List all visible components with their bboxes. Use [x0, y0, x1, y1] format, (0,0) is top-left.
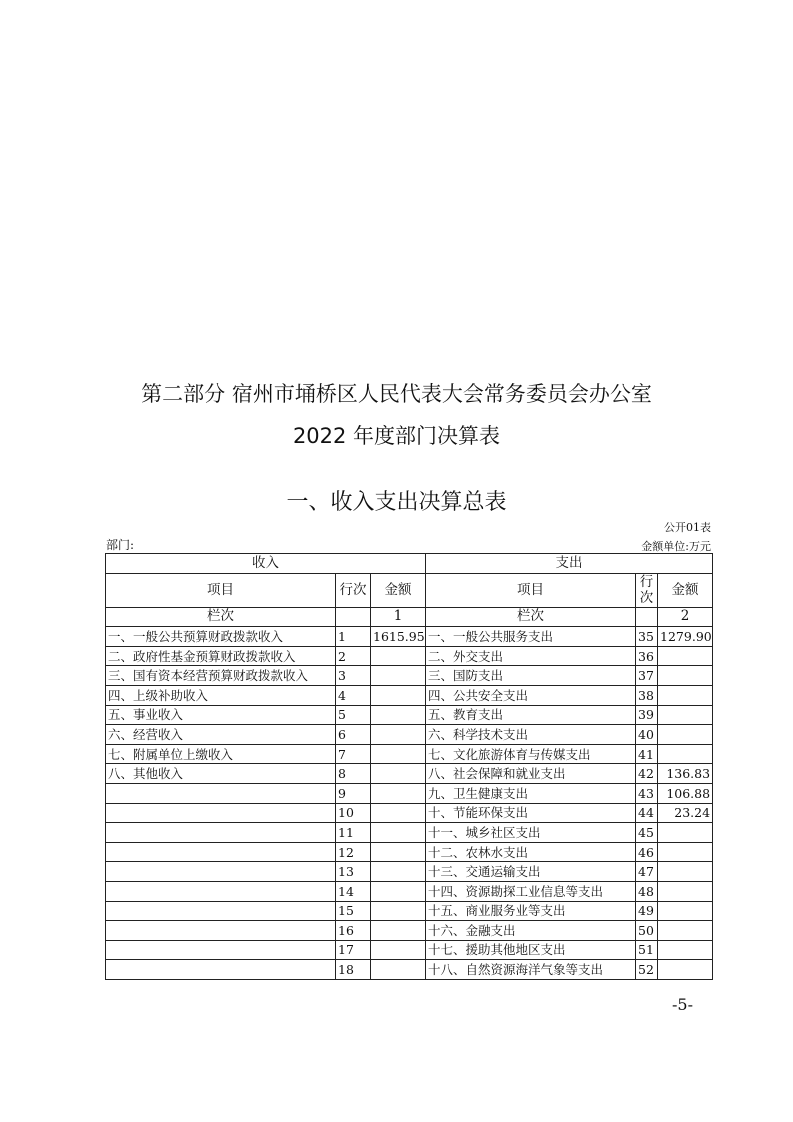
expense-row-no-cell: 39: [636, 705, 658, 725]
expense-lanci-empty: [636, 607, 658, 627]
expense-item-cell: 五、教育支出: [426, 705, 636, 725]
income-row-no-cell: 2: [336, 646, 371, 666]
income-row-no-cell: 14: [336, 881, 371, 901]
income-amount-cell: [371, 862, 426, 882]
expense-row-no-cell: 42: [636, 764, 658, 784]
document-title-line1: 第二部分 宿州市埇桥区人民代表大会常务委员会办公室: [141, 382, 652, 406]
expense-amount-cell: [658, 666, 713, 686]
expense-amount-cell: [658, 921, 713, 941]
income-item-cell: 一、一般公共预算财政拨款收入: [106, 627, 336, 647]
income-item-cell: 六、经营收入: [106, 725, 336, 745]
expense-lanci-label: 栏次: [426, 607, 636, 627]
table-row: [106, 901, 713, 921]
table-row: [106, 705, 713, 725]
expense-amount-cell: [658, 744, 713, 764]
table-row: [106, 881, 713, 901]
expense-amount-cell: [658, 881, 713, 901]
expense-row-no-cell: 41: [636, 744, 658, 764]
table-title: 一、收入支出决算总表: [286, 490, 507, 515]
income-row-no-header: 行次: [336, 573, 371, 607]
table-row: [106, 764, 713, 784]
expense-amount-cell: 1279.90: [658, 627, 713, 647]
income-amount-cell: [371, 960, 426, 980]
income-expense-table: [105, 553, 713, 980]
expense-amount-header: 金额: [658, 573, 713, 607]
income-row-no-cell: 4: [336, 685, 371, 705]
expense-amount-cell: [658, 842, 713, 862]
income-amount-cell: [371, 940, 426, 960]
expense-row-no-cell: 36: [636, 646, 658, 666]
expense-row-no-cell: 37: [636, 666, 658, 686]
expense-header: 支出: [426, 554, 713, 574]
expense-row-no-cell: 40: [636, 725, 658, 745]
income-row-no-cell: 11: [336, 823, 371, 843]
expense-item-cell: 三、国防支出: [426, 666, 636, 686]
income-item-cell: 五、事业收入: [106, 705, 336, 725]
expense-item-cell: 十一、城乡社区支出: [426, 823, 636, 843]
unit-label: 金额单位:万元: [641, 540, 711, 553]
income-amount-cell: [371, 921, 426, 941]
income-row-no-cell: 8: [336, 764, 371, 784]
document-title-line2: 2022 年度部门决算表: [292, 424, 501, 448]
expense-lanci-number: 2: [658, 607, 713, 627]
row-no-top: 行: [639, 573, 654, 590]
expense-amount-cell: 106.88: [658, 783, 713, 803]
income-item-cell: 八、其他收入: [106, 764, 336, 784]
table-row: [106, 842, 713, 862]
expense-row-no-cell: 44: [636, 803, 658, 823]
table-row: [106, 627, 713, 647]
expense-amount-cell: [658, 901, 713, 921]
income-row-no-cell: 13: [336, 862, 371, 882]
income-row-no-cell: 10: [336, 803, 371, 823]
income-amount-cell: [371, 666, 426, 686]
income-item-cell: [106, 940, 336, 960]
expense-amount-cell: [658, 862, 713, 882]
expense-row-no-cell: 50: [636, 921, 658, 941]
income-row-no-cell: 1: [336, 627, 371, 647]
expense-item-cell: 四、公共安全支出: [426, 685, 636, 705]
expense-row-no-cell: 52: [636, 960, 658, 980]
income-amount-cell: [371, 823, 426, 843]
income-item-cell: [106, 823, 336, 843]
expense-row-no-cell: 51: [636, 940, 658, 960]
income-amount-cell: [371, 646, 426, 666]
expense-item-cell: 十七、援助其他地区支出: [426, 940, 636, 960]
income-amount-cell: [371, 901, 426, 921]
income-row-no-cell: 6: [336, 725, 371, 745]
column-header-row: [106, 573, 713, 607]
table-row: [106, 725, 713, 745]
income-item-cell: [106, 803, 336, 823]
table-row: [106, 921, 713, 941]
table-row: [106, 685, 713, 705]
income-item-cell: 四、上级补助收入: [106, 685, 336, 705]
expense-item-cell: 十、节能环保支出: [426, 803, 636, 823]
income-item-cell: 七、附属单位上缴收入: [106, 744, 336, 764]
income-item-cell: [106, 862, 336, 882]
lanci-row: [106, 607, 713, 627]
page-number: -5-: [672, 995, 693, 1014]
table-row: [106, 862, 713, 882]
expense-amount-cell: 23.24: [658, 803, 713, 823]
expense-item-cell: 十六、金融支出: [426, 921, 636, 941]
expense-row-no-cell: 47: [636, 862, 658, 882]
expense-amount-cell: 136.83: [658, 764, 713, 784]
income-item-cell: 二、政府性基金预算财政拨款收入: [106, 646, 336, 666]
income-item-cell: [106, 881, 336, 901]
expense-item-cell: 二、外交支出: [426, 646, 636, 666]
expense-item-cell: 十五、商业服务业等支出: [426, 901, 636, 921]
income-row-no-cell: 9: [336, 783, 371, 803]
expense-row-no-cell: 38: [636, 685, 658, 705]
expense-amount-cell: [658, 823, 713, 843]
expense-item-cell: 十八、自然资源海洋气象等支出: [426, 960, 636, 980]
income-amount-cell: [371, 764, 426, 784]
table-row: [106, 744, 713, 764]
expense-amount-cell: [658, 705, 713, 725]
table-row: [106, 823, 713, 843]
expense-item-cell: 八、社会保障和就业支出: [426, 764, 636, 784]
row-no-bottom: 次: [639, 589, 654, 606]
income-item-header: 项目: [106, 573, 336, 607]
income-row-no-cell: 16: [336, 921, 371, 941]
expense-row-no-cell: 45: [636, 823, 658, 843]
expense-item-cell: 十三、交通运输支出: [426, 862, 636, 882]
income-lanci-label: 栏次: [106, 607, 336, 627]
income-row-no-cell: 12: [336, 842, 371, 862]
income-amount-cell: [371, 705, 426, 725]
section-header-row: [106, 554, 713, 574]
income-row-no-cell: 15: [336, 901, 371, 921]
expense-row-no-cell: 35: [636, 627, 658, 647]
expense-amount-cell: [658, 960, 713, 980]
expense-item-cell: 六、科学技术支出: [426, 725, 636, 745]
expense-row-no-cell: 48: [636, 881, 658, 901]
income-row-no-cell: 5: [336, 705, 371, 725]
income-row-no-cell: 17: [336, 940, 371, 960]
income-amount-cell: [371, 685, 426, 705]
income-item-cell: [106, 783, 336, 803]
expense-item-cell: 十二、农林水支出: [426, 842, 636, 862]
expense-row-no-cell: 46: [636, 842, 658, 862]
expense-row-no-header: [636, 573, 658, 607]
income-amount-header: 金额: [371, 573, 426, 607]
income-lanci-empty: [336, 607, 371, 627]
income-amount-cell: [371, 803, 426, 823]
expense-amount-cell: [658, 646, 713, 666]
income-amount-cell: 1615.95: [371, 627, 426, 647]
income-item-cell: [106, 960, 336, 980]
table-row: [106, 940, 713, 960]
income-row-no-cell: 7: [336, 744, 371, 764]
table-row: [106, 783, 713, 803]
table-row: [106, 646, 713, 666]
expense-item-cell: 十四、资源勘探工业信息等支出: [426, 881, 636, 901]
income-row-no-cell: 18: [336, 960, 371, 980]
expense-item-header: 项目: [426, 573, 636, 607]
expense-row-no-cell: 43: [636, 783, 658, 803]
income-header: 收入: [106, 554, 426, 574]
income-amount-cell: [371, 842, 426, 862]
income-item-cell: [106, 842, 336, 862]
expense-amount-cell: [658, 940, 713, 960]
table-row: [106, 666, 713, 686]
income-amount-cell: [371, 783, 426, 803]
income-item-cell: [106, 901, 336, 921]
table-row: [106, 960, 713, 980]
income-item-cell: 三、国有资本经营预算财政拨款收入: [106, 666, 336, 686]
expense-amount-cell: [658, 725, 713, 745]
expense-item-cell: 九、卫生健康支出: [426, 783, 636, 803]
expense-item-cell: 七、文化旅游体育与传媒支出: [426, 744, 636, 764]
income-row-no-cell: 3: [336, 666, 371, 686]
table-row: [106, 803, 713, 823]
income-item-cell: [106, 921, 336, 941]
income-amount-cell: [371, 744, 426, 764]
expense-row-no-cell: 49: [636, 901, 658, 921]
income-amount-cell: [371, 881, 426, 901]
income-lanci-number: 1: [371, 607, 426, 627]
department-label: 部门:: [106, 538, 135, 552]
expense-amount-cell: [658, 685, 713, 705]
expense-item-cell: 一、一般公共服务支出: [426, 627, 636, 647]
income-amount-cell: [371, 725, 426, 745]
form-code: 公开01表: [664, 521, 711, 534]
